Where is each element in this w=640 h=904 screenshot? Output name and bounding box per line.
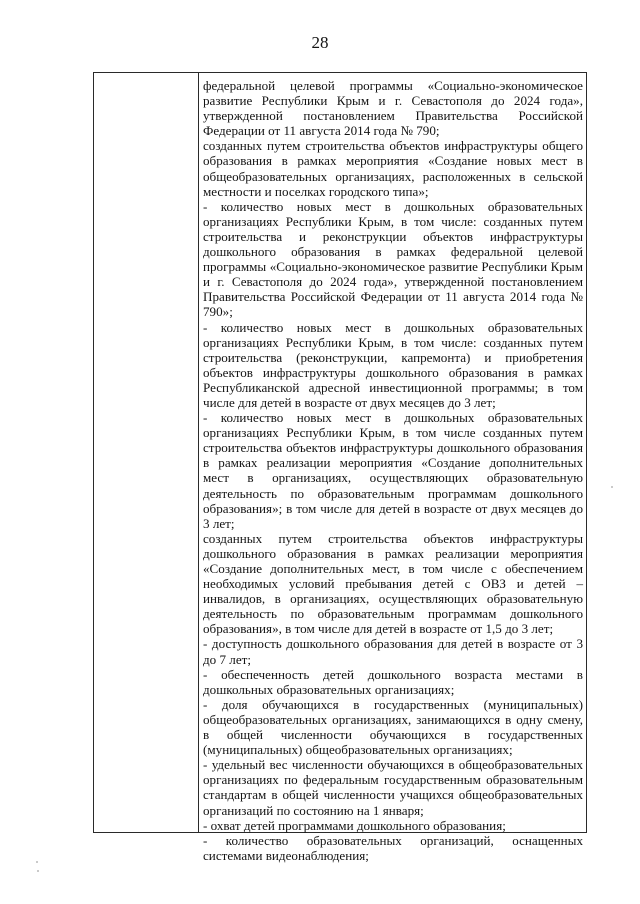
paragraph-preschool-places-republican: - количество новых мест в дошкольных образовательных организациях Республики Крым, в том числе: созданных путем строительства (реконструкции, капремонта) и приобретения объектов инфраструктуры дошкольного образования в рамках Республиканской адресной инвестиционной программы; в том числе для детей в возрасте от двух месяцев до 3 лет; xyxy=(203,319,583,410)
paragraph-preschool-provision: - обеспеченность детей дошкольного возраста местами в дошкольных образовательных организациях; xyxy=(203,666,583,697)
paragraph-preschool-places-ovz: созданных путем строительства объектов инфраструктуры дошкольного образования в рамках реализации мероприятия «Создание дополнительных мест, в том числе с обеспечением необходимых условий пребывания детей с ОВЗ и детей –инвалидов, в организациях, осуществляющих образовательную деятельность по образовательным программам дошкольного образования», в том числе для детей в возрасте от 1,5 до 3 лет; xyxy=(203,530,583,637)
scan-speck xyxy=(36,861,38,863)
paragraph-rural-schools: созданных путем строительства объектов инфраструктуры общего образования в рамках мероприятия «Создание новых мест в общеобразовательных организациях, расположенных в сельской местности и поселках городского типа»; xyxy=(203,138,583,199)
paragraph-video-surveillance: - количество образовательных организаций, оснащенных системами видеонаблюдения; xyxy=(203,832,583,863)
table-left-cell xyxy=(94,73,199,832)
paragraph-preschool-places-federal: - количество новых мест в дошкольных образовательных организациях Республики Крым, в том числе: созданных путем строительства и реконструкции объектов инфраструктуры дошкольного образования в рамках федеральной целевой программы «Социально-экономическое развитие Республики Крым и г. Севастополя до 2024 года», утвержденной постановлением Правительства Российской Федерации от 11 августа 2014 года № 790»; xyxy=(203,198,583,320)
paragraph-single-shift-share: - доля обучающихся в государственных (муниципальных) общеобразовательных организациях, занимающихся в одну смену, в общей численности обучающихся в государственных (муниципальных) общеобразовательных организациях; xyxy=(203,696,583,758)
scan-speck xyxy=(611,486,613,488)
paragraph-preschool-coverage: - охват детей программами дошкольного образования; xyxy=(203,817,506,833)
paragraph-program-reference: федеральной целевой программы «Социально-экономическое развитие Республики Крым и г. Севастополя до 2024 года», утвержденной постановлением Правительства Российской Федерации от 11 августа 2014 года № 790; xyxy=(203,78,583,139)
document-table xyxy=(93,72,587,863)
paragraph-preschool-accessibility: - доступность дошкольного образования для детей в возрасте от 3 до 7 лет; xyxy=(203,636,583,667)
paragraph-fgos-share: - удельный вес численности обучающихся в общеобразовательных организациях по федеральным государственным образовательным стандартам в общей численности учащихся общеобразовательных организаций по состоянию на 1 января; xyxy=(203,757,583,818)
page-number: 28 xyxy=(311,33,329,52)
table-right-cell xyxy=(203,78,583,863)
paragraph-preschool-places-additional: - количество новых мест в дошкольных образовательных организациях Республики Крым, в том числе созданных путем строительства объектов инфраструктуры дошкольного образования в рамках реализации мероприятия «Создание дополнительных мест в организациях, осуществляющих образовательную деятельность по образовательным программам дошкольного образования»; в том числе для детей в возрасте от двух месяцев до 3 лет; xyxy=(203,410,583,531)
scan-speck xyxy=(37,870,39,872)
